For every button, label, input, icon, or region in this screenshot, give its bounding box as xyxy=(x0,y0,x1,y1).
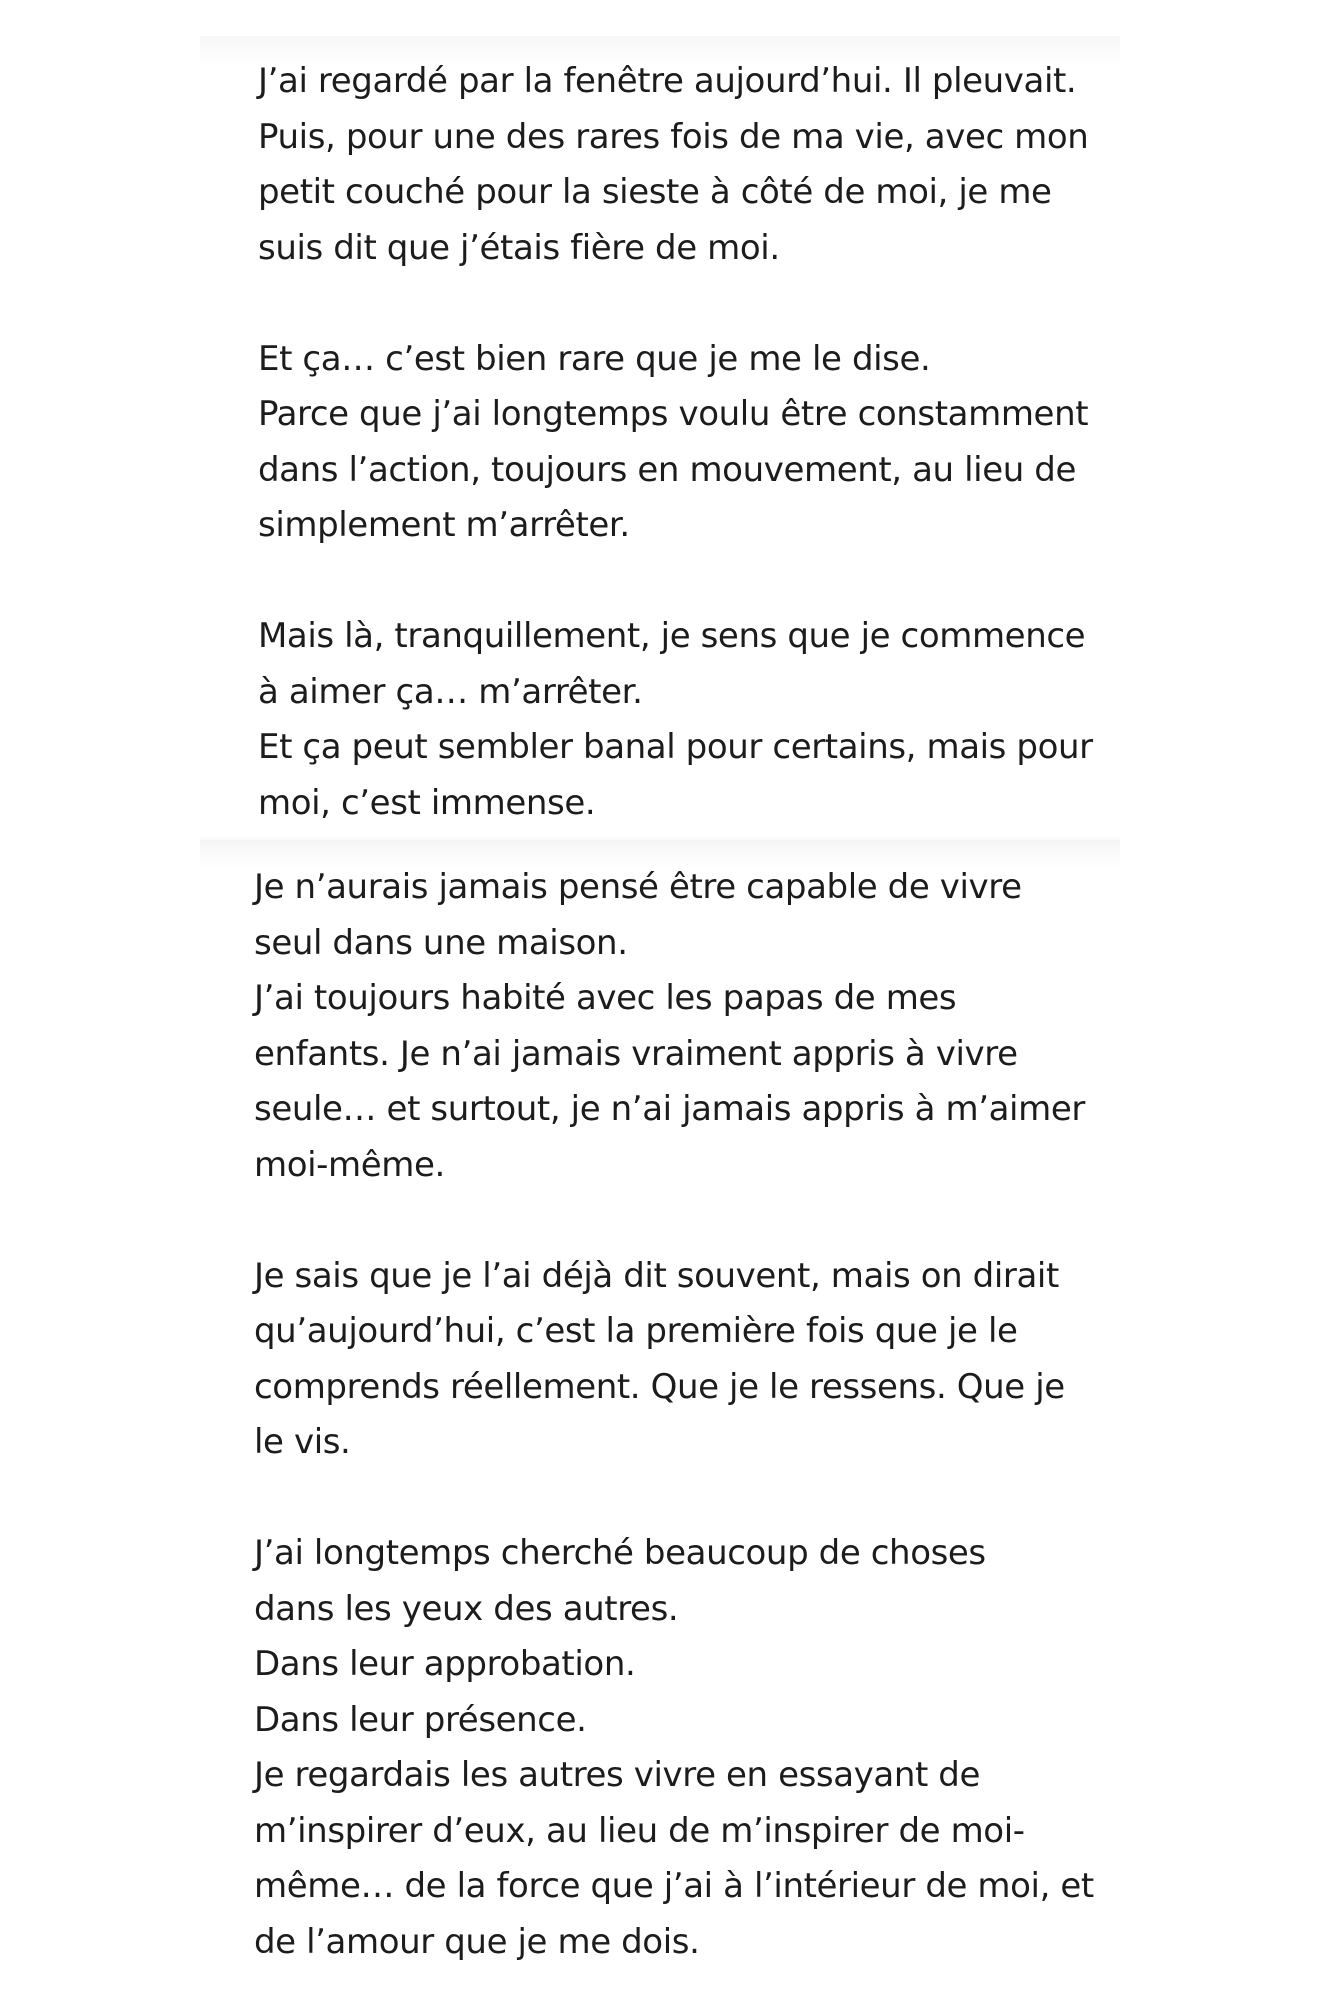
note-screenshot-1 xyxy=(200,36,1120,836)
note-text-2: Je n’aurais jamais pensé être capable de vivre seul dans une maison. J’ai toujours habité avec les papas de mes enfants. Je n’ai jamais vraiment appris à vivre seule… et surtout, je n’ai jamais appris à m’aimer moi-même. Je sais que je l’ai déjà dit souvent, mais on dirait qu’aujourd’hui, c’est la première fois que je le comprends réellement. Que je le ressens. Que je le vis. J’ai longtemps cherché beaucoup de choses dans les yeux des autres. Dans leur approbation. Dans leur présence. Je regardais les autres vivre en essayant de m’inspirer d’eux, au lieu de m’inspirer de moi- même… de la force que j’ai à l’intérieur de moi, et de l’amour que je me dois. xyxy=(254,867,1094,1962)
note-text-1: J’ai regardé par la fenêtre aujourd’hui. Il pleuvait. Puis, pour une des rares fois de ma vie, avec mon petit couché pour la sieste à côté de moi, je me suis dit que j’étais fière de moi. Et ça… c’est bien rare que je me le dise. Parce que j’ai longtemps voulu être constamment dans l’action, toujours en mouvement, au lieu de simplement m’arrêter. Mais là, tranquillement, je sens que je commence à aimer ça… m’arrêter. Et ça peut sembler banal pour certains, mais pour moi, c’est immense. xyxy=(258,61,1093,823)
note-screenshot-2 xyxy=(200,842,1120,2000)
